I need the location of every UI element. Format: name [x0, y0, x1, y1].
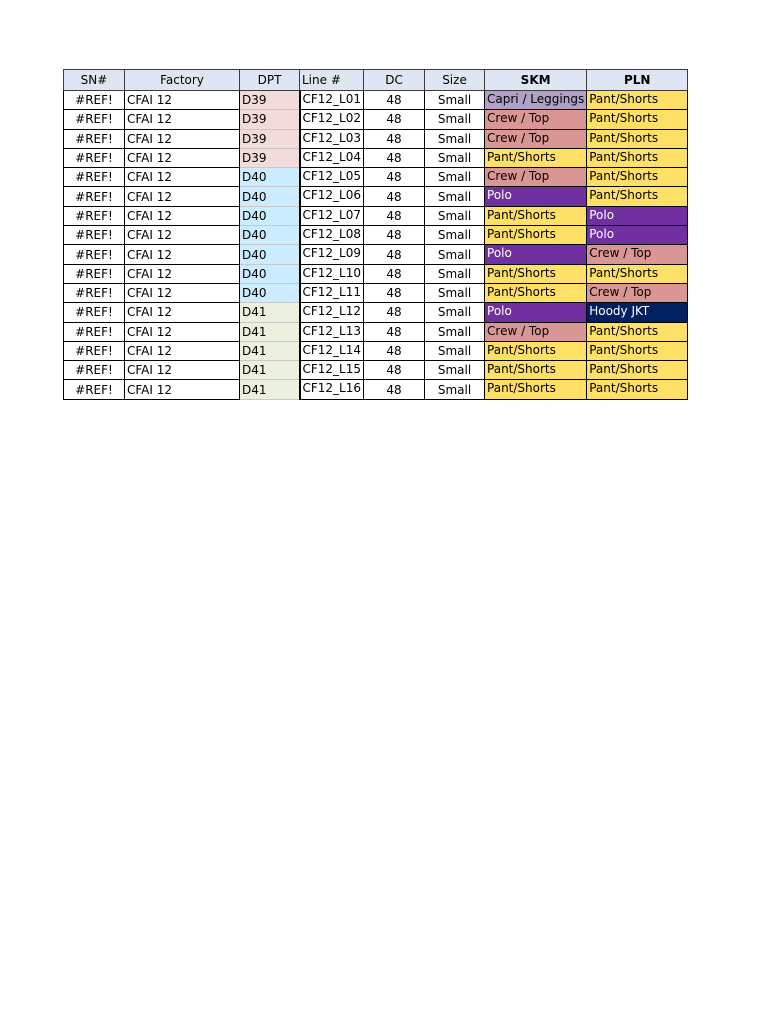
cell-pln[interactable]: Hoody JKT: [587, 303, 688, 322]
cell-pln[interactable]: Polo: [587, 206, 688, 225]
cell-sn[interactable]: #REF!: [64, 245, 125, 264]
table-row: [64, 341, 688, 360]
cell-dc[interactable]: 48: [364, 206, 425, 225]
cell-skm[interactable]: Pant/Shorts: [485, 148, 587, 167]
cell-dc[interactable]: 48: [364, 264, 425, 283]
cell-sn[interactable]: #REF!: [64, 361, 125, 380]
cell-line[interactable]: CF12_L05: [300, 168, 364, 187]
cell-dc[interactable]: 48: [364, 148, 425, 167]
cell-dc[interactable]: 48: [364, 91, 425, 110]
cell-pln[interactable]: Pant/Shorts: [587, 129, 688, 148]
cell-line[interactable]: CF12_L14: [300, 341, 364, 360]
table-row: [64, 148, 688, 167]
cell-size[interactable]: Small: [425, 380, 485, 399]
cell-sn[interactable]: #REF!: [64, 206, 125, 225]
cell-line[interactable]: CF12_L01: [300, 91, 364, 110]
table-body: [64, 91, 688, 400]
cell-size[interactable]: Small: [425, 245, 485, 264]
cell-pln[interactable]: Pant/Shorts: [587, 361, 688, 380]
cell-factory[interactable]: CFAI 12: [125, 264, 240, 283]
cell-factory[interactable]: CFAI 12: [125, 129, 240, 148]
cell-pln[interactable]: Pant/Shorts: [587, 91, 688, 110]
cell-dpt[interactable]: D40: [240, 168, 300, 187]
cell-sn[interactable]: #REF!: [64, 264, 125, 283]
table-row: [64, 206, 688, 225]
cell-line[interactable]: CF12_L11: [300, 283, 364, 302]
cell-dc[interactable]: 48: [364, 303, 425, 322]
cell-dpt[interactable]: D39: [240, 129, 300, 148]
cell-dpt[interactable]: D40: [240, 264, 300, 283]
cell-dc[interactable]: 48: [364, 380, 425, 399]
cell-dpt[interactable]: D41: [240, 303, 300, 322]
cell-factory[interactable]: CFAI 12: [125, 361, 240, 380]
cell-size[interactable]: Small: [425, 361, 485, 380]
cell-dpt[interactable]: D41: [240, 361, 300, 380]
cell-skm[interactable]: Pant/Shorts: [485, 341, 587, 360]
cell-line[interactable]: CF12_L12: [300, 303, 364, 322]
cell-pln[interactable]: Crew / Top: [587, 245, 688, 264]
cell-line[interactable]: CF12_L07: [300, 206, 364, 225]
cell-factory[interactable]: CFAI 12: [125, 187, 240, 206]
table-row: [64, 283, 688, 302]
cell-pln[interactable]: Crew / Top: [587, 283, 688, 302]
cell-dc[interactable]: 48: [364, 361, 425, 380]
header-size[interactable]: Size: [425, 70, 485, 91]
header-line[interactable]: Line #: [300, 70, 364, 91]
cell-dc[interactable]: 48: [364, 226, 425, 245]
header-skm[interactable]: SKM: [485, 70, 587, 91]
cell-dpt[interactable]: D40: [240, 187, 300, 206]
table-row: [64, 226, 688, 245]
cell-sn[interactable]: #REF!: [64, 148, 125, 167]
cell-skm[interactable]: Pant/Shorts: [485, 264, 587, 283]
cell-line[interactable]: CF12_L13: [300, 322, 364, 341]
cell-skm[interactable]: Crew / Top: [485, 168, 587, 187]
cell-skm[interactable]: Capri / Leggings: [485, 91, 587, 110]
table-row: [64, 245, 688, 264]
spreadsheet-sheet: [63, 69, 688, 400]
header-row: [64, 70, 688, 91]
cell-sn[interactable]: #REF!: [64, 380, 125, 399]
cell-sn[interactable]: #REF!: [64, 341, 125, 360]
cell-line[interactable]: CF12_L06: [300, 187, 364, 206]
cell-factory[interactable]: CFAI 12: [125, 380, 240, 399]
cell-line[interactable]: CF12_L02: [300, 110, 364, 129]
cell-line[interactable]: CF12_L10: [300, 264, 364, 283]
header-sn[interactable]: SN#: [64, 70, 125, 91]
cell-size[interactable]: Small: [425, 129, 485, 148]
cell-size[interactable]: Small: [425, 168, 485, 187]
cell-pln[interactable]: Pant/Shorts: [587, 264, 688, 283]
cell-dpt[interactable]: D40: [240, 226, 300, 245]
cell-dc[interactable]: 48: [364, 129, 425, 148]
cell-sn[interactable]: #REF!: [64, 187, 125, 206]
cell-dpt[interactable]: D40: [240, 245, 300, 264]
table-row: [64, 361, 688, 380]
cell-factory[interactable]: CFAI 12: [125, 148, 240, 167]
cell-skm[interactable]: Polo: [485, 245, 587, 264]
table-row: [64, 303, 688, 322]
cell-skm[interactable]: Pant/Shorts: [485, 283, 587, 302]
cell-line[interactable]: CF12_L09: [300, 245, 364, 264]
cell-line[interactable]: CF12_L04: [300, 148, 364, 167]
cell-size[interactable]: Small: [425, 226, 485, 245]
cell-dc[interactable]: 48: [364, 110, 425, 129]
cell-factory[interactable]: CFAI 12: [125, 168, 240, 187]
cell-factory[interactable]: CFAI 12: [125, 303, 240, 322]
cell-sn[interactable]: #REF!: [64, 226, 125, 245]
cell-sn[interactable]: #REF!: [64, 129, 125, 148]
cell-size[interactable]: Small: [425, 110, 485, 129]
cell-factory[interactable]: CFAI 12: [125, 322, 240, 341]
table-row: [64, 110, 688, 129]
cell-factory[interactable]: CFAI 12: [125, 341, 240, 360]
cell-pln[interactable]: Pant/Shorts: [587, 168, 688, 187]
cell-factory[interactable]: CFAI 12: [125, 245, 240, 264]
cell-skm[interactable]: Crew / Top: [485, 129, 587, 148]
cell-pln[interactable]: Pant/Shorts: [587, 341, 688, 360]
cell-pln[interactable]: Pant/Shorts: [587, 187, 688, 206]
cell-pln[interactable]: Pant/Shorts: [587, 110, 688, 129]
cell-skm[interactable]: Crew / Top: [485, 110, 587, 129]
cell-size[interactable]: Small: [425, 187, 485, 206]
cell-size[interactable]: Small: [425, 91, 485, 110]
cell-sn[interactable]: #REF!: [64, 91, 125, 110]
cell-skm[interactable]: Polo: [485, 303, 587, 322]
cell-size[interactable]: Small: [425, 148, 485, 167]
cell-size[interactable]: Small: [425, 322, 485, 341]
cell-dpt[interactable]: D40: [240, 283, 300, 302]
cell-factory[interactable]: CFAI 12: [125, 283, 240, 302]
cell-dc[interactable]: 48: [364, 283, 425, 302]
table-row: [64, 168, 688, 187]
header-factory[interactable]: Factory: [125, 70, 240, 91]
cell-factory[interactable]: CFAI 12: [125, 110, 240, 129]
cell-line[interactable]: CF12_L16: [300, 380, 364, 399]
cell-skm[interactable]: Polo: [485, 187, 587, 206]
cell-dpt[interactable]: D39: [240, 148, 300, 167]
cell-dpt[interactable]: D39: [240, 91, 300, 110]
cell-dpt[interactable]: D39: [240, 110, 300, 129]
cell-sn[interactable]: #REF!: [64, 283, 125, 302]
table-row: [64, 264, 688, 283]
table-header: [64, 70, 688, 91]
cell-sn[interactable]: #REF!: [64, 110, 125, 129]
cell-dpt[interactable]: D40: [240, 206, 300, 225]
cell-skm[interactable]: Pant/Shorts: [485, 226, 587, 245]
cell-pln[interactable]: Polo: [587, 226, 688, 245]
cell-pln[interactable]: Pant/Shorts: [587, 148, 688, 167]
cell-factory[interactable]: CFAI 12: [125, 206, 240, 225]
cell-skm[interactable]: Crew / Top: [485, 322, 587, 341]
cell-line[interactable]: CF12_L15: [300, 361, 364, 380]
cell-dpt[interactable]: D41: [240, 341, 300, 360]
table-row: [64, 187, 688, 206]
header-pln[interactable]: PLN: [587, 70, 688, 91]
cell-sn[interactable]: #REF!: [64, 322, 125, 341]
cell-dpt[interactable]: D41: [240, 322, 300, 341]
cell-skm[interactable]: Pant/Shorts: [485, 380, 587, 399]
table-row: [64, 322, 688, 341]
cell-pln[interactable]: Pant/Shorts: [587, 322, 688, 341]
cell-dc[interactable]: 48: [364, 322, 425, 341]
cell-skm[interactable]: Pant/Shorts: [485, 206, 587, 225]
cell-size[interactable]: Small: [425, 341, 485, 360]
table-row: [64, 380, 688, 399]
cell-dc[interactable]: 48: [364, 168, 425, 187]
table-row: [64, 129, 688, 148]
line-assignment-table: [63, 69, 688, 400]
cell-sn[interactable]: #REF!: [64, 303, 125, 322]
cell-line[interactable]: CF12_L08: [300, 226, 364, 245]
header-dpt[interactable]: DPT: [240, 70, 300, 91]
cell-pln[interactable]: Pant/Shorts: [587, 380, 688, 399]
cell-factory[interactable]: CFAI 12: [125, 226, 240, 245]
cell-size[interactable]: Small: [425, 264, 485, 283]
header-dc[interactable]: DC: [364, 70, 425, 91]
cell-dc[interactable]: 48: [364, 187, 425, 206]
cell-line[interactable]: CF12_L03: [300, 129, 364, 148]
cell-sn[interactable]: #REF!: [64, 168, 125, 187]
cell-dc[interactable]: 48: [364, 245, 425, 264]
cell-size[interactable]: Small: [425, 206, 485, 225]
cell-factory[interactable]: CFAI 12: [125, 91, 240, 110]
cell-skm[interactable]: Pant/Shorts: [485, 361, 587, 380]
cell-dc[interactable]: 48: [364, 341, 425, 360]
table-row: [64, 91, 688, 110]
cell-dpt[interactable]: D41: [240, 380, 300, 399]
cell-size[interactable]: Small: [425, 303, 485, 322]
cell-size[interactable]: Small: [425, 283, 485, 302]
